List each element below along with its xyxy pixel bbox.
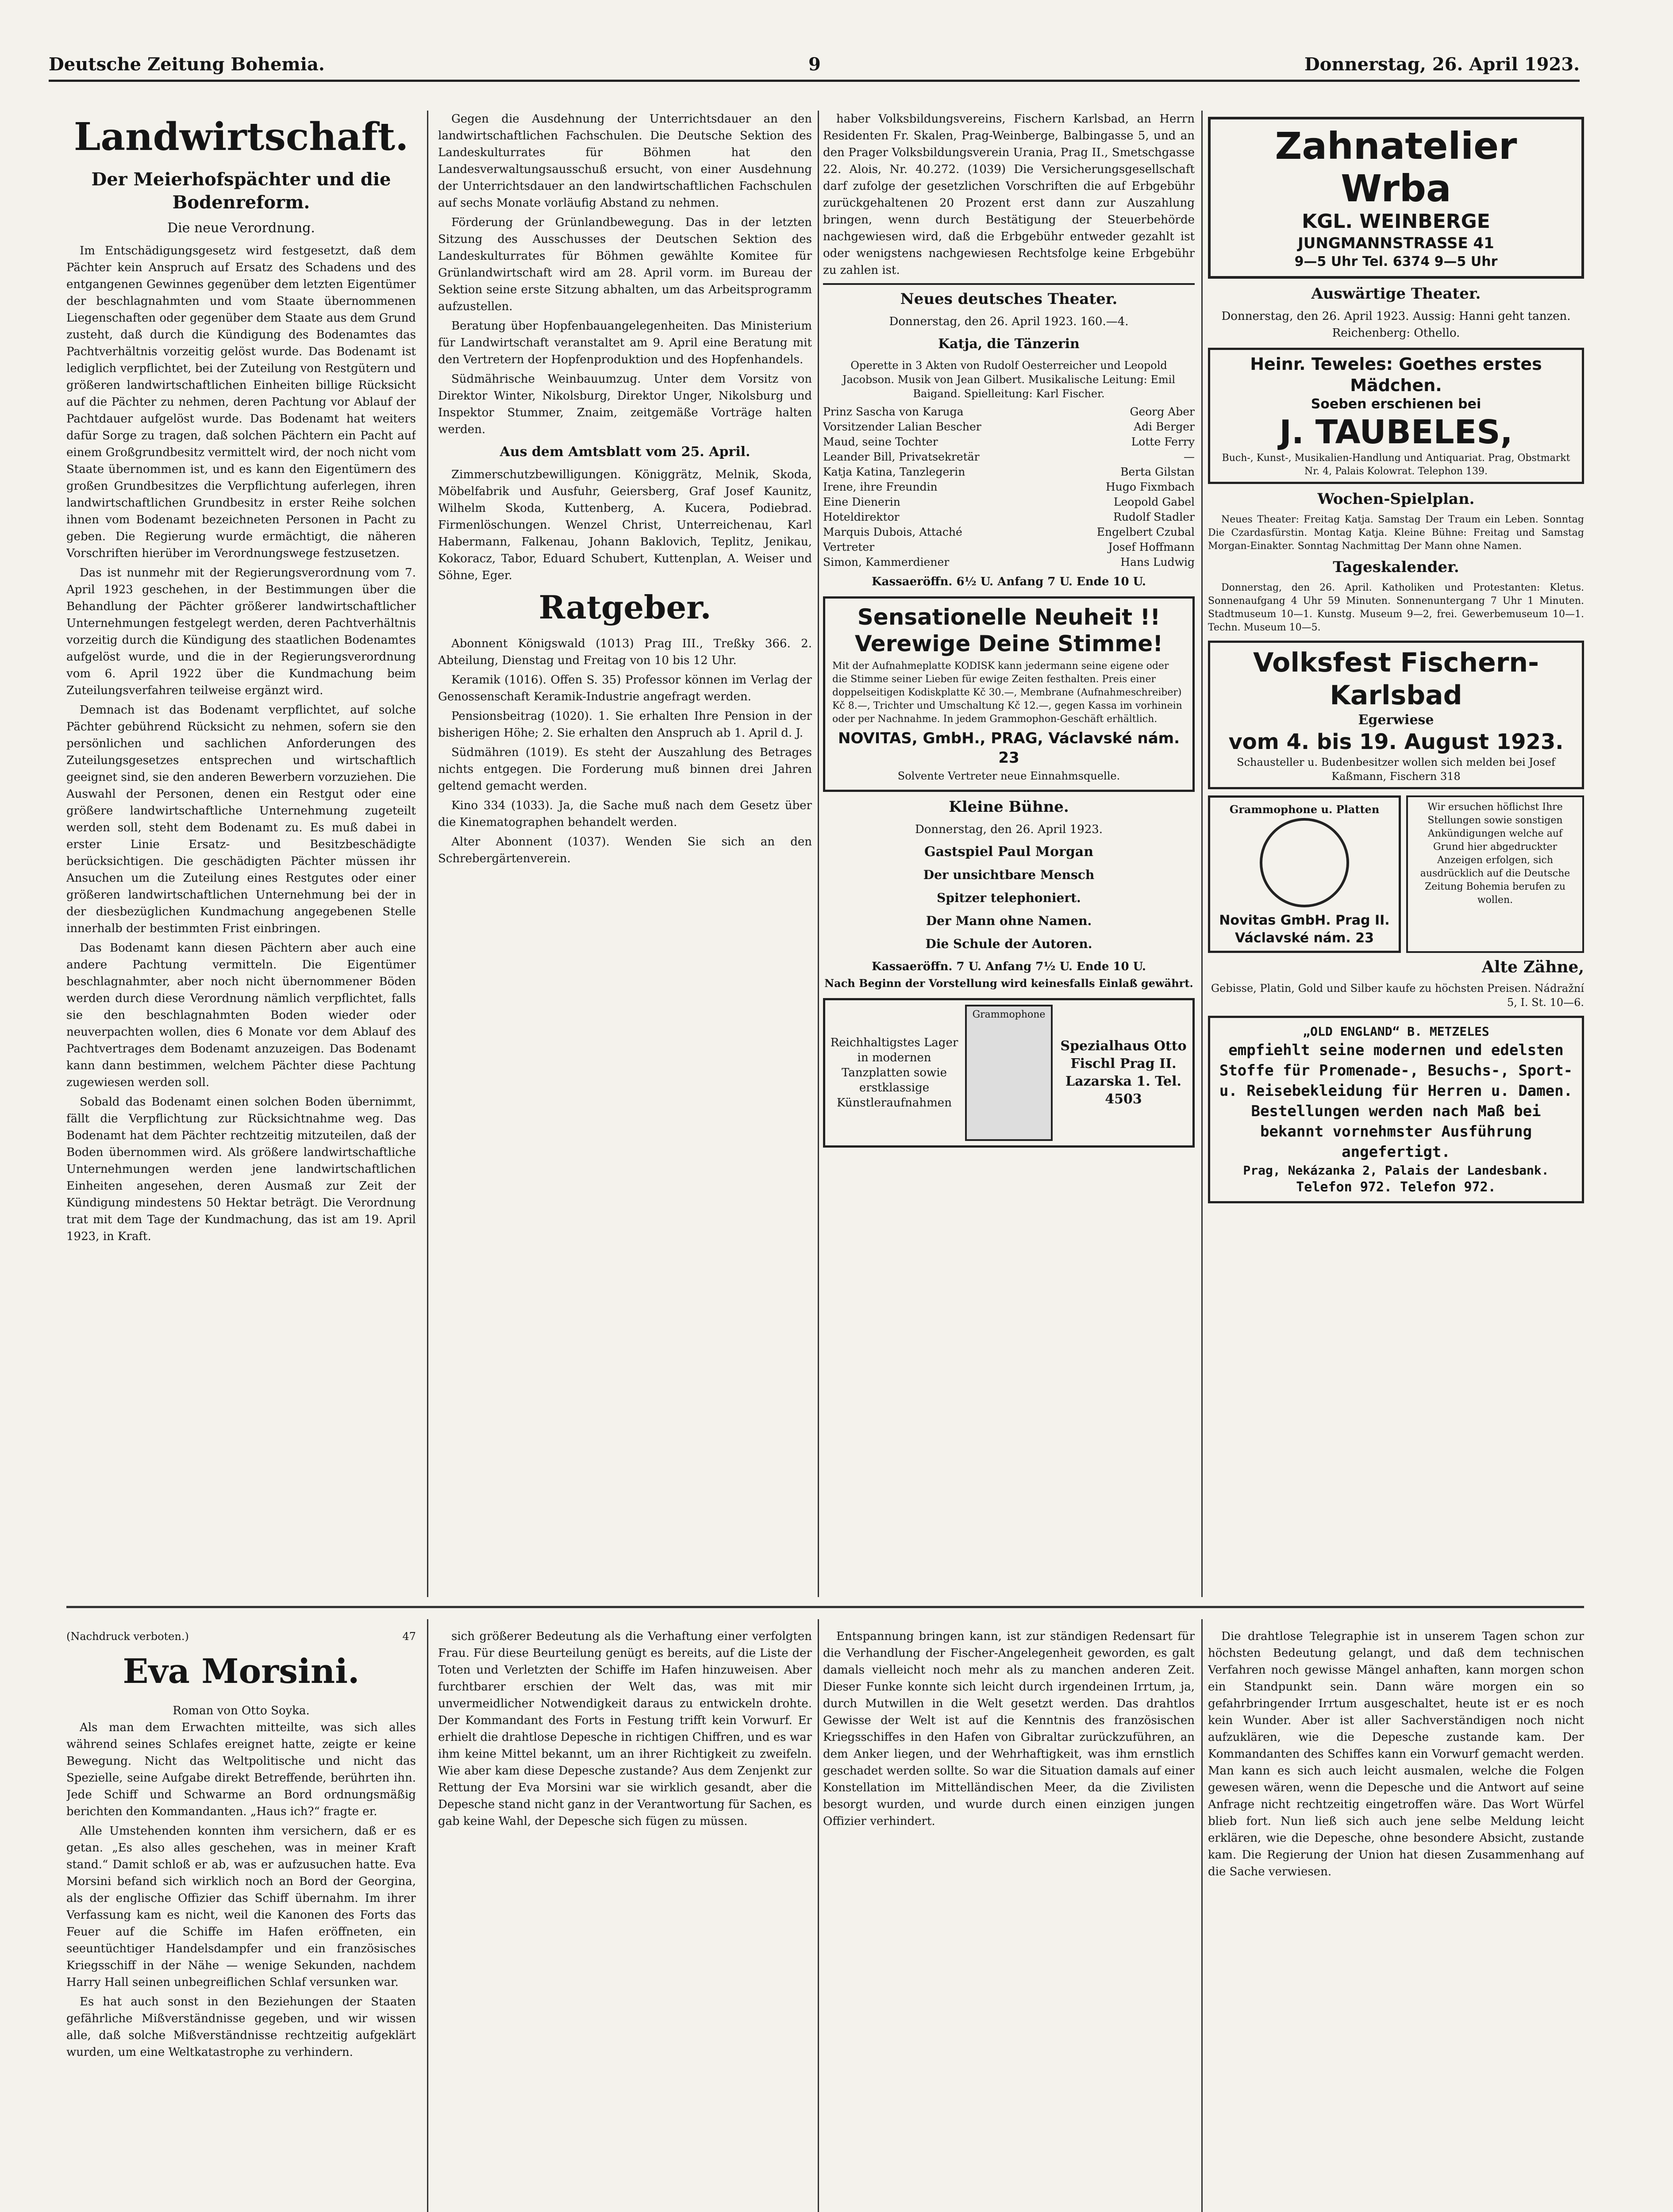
notice-paragraph: Förderung der Grünlandbewegung. Das in der letzten Sitzung des Ausschusses der Deutschen Sektion des Landeskulturrates für Böhmen gewählte Komitee für Grünlandwirtschaft wird am 28. April vorm. im Bureau der Sektion seine erste Sitzung abhalten, um das Arbeitsprogramm aufzustellen. xyxy=(438,216,812,313)
masthead xyxy=(49,49,1580,82)
ad-taubeles xyxy=(1208,348,1584,484)
cast-actor: Hans Ludwig xyxy=(1120,556,1195,568)
gramophone-cabinet-icon xyxy=(965,1005,1053,1141)
insert-note: Wir ersuchen höflichst Ihre Stellungen sowie sonstigen Ankündigungen welche auf Grund hier abgedruckter Anzeigen erfolgen, sich ausdrücklich auf die Deutsche Zeitung Bohemia berufen zu wollen. xyxy=(1406,795,1584,953)
wochen-body: Neues Theater: Freitag Katja. Samstag Der Traum ein Leben. Sonntag Die Czardasfürstin. Montag Katja. Kleine Bühne: Freitag und Samstag Morgan-Einakter. Sonntag Nachmittag Der Mann ohne Namen. xyxy=(1208,514,1584,552)
column-rule xyxy=(1201,1619,1203,2212)
section-rule xyxy=(66,1606,1584,1608)
notice-paragraph: Beratung über Hopfenbauangelegenheiten. Das Ministerium für Landwirtschaft veranstaltet am 9. April eine Beratung mit den Vertretern der Hopfenproduktion und des Hopfenhandels. xyxy=(438,319,812,366)
ad-grammophone-right: Spezialhaus Otto Fischl Prag II. Lazarska 1. Tel. 4503 xyxy=(1060,1038,1187,1107)
kleine-play: Der Mann ohne Namen. xyxy=(926,914,1092,928)
kleine-play: Die Schule der Autoren. xyxy=(925,937,1092,951)
ad-zahn-line3: 9—5 Uhr Tel. 6374 9—5 Uhr xyxy=(1294,254,1498,269)
feuilleton-col4 xyxy=(1208,1628,1584,2212)
article-paragraph: Im Entschädigungsgesetz wird festgesetzt, daß dem Pächter kein Anspruch auf Ersatz des Schadens und des entgangenen Gewinnes gegenüber dem letzten Eigentümer der beschlagnahmten und vom Staate übernommenen Liegenschaften oder gegenüber dem Staate aus dem Grund zusteht, daß durch die Kündigung des Bodenamtes das Pachtverhältnis vorzeitig gelöst wurde. Das Bodenamt ist lediglich verpflichtet, bei der Zuteilung von Restgütern und größeren landwirtschaftlichen Einheiten billige Rücksicht auf die Pächter zu nehmen, deren Pachtung vor Ablauf der Pachtdauer aufgelöst wurde. Das Bodenamt hat weiters dafür Sorge zu tragen, daß solchen Pächtern ein Pacht auf einem Großgrundbesitz vermittelt wird, der noch nicht vom Staate übernommen ist, und es kann den Eigentümern des großen Grundbesitzes die Verpflichtung auferlegen, ihren landwirtschaftlichen Grundbesitz in erster Reihe solchen ihnen vom Bodenamt bezeichneten Personen in Pacht zu geben. Die Regierung wurde ermächtigt, die näheren Vorschriften hierüber im Verordnungswege festzusetzen. xyxy=(66,244,416,560)
ad-zahn-line2: JUNGMANNSTRASSE 41 xyxy=(1298,234,1494,252)
feuilleton-paragraph: Entspannung bringen kann, ist zur ständigen Redensart für die Verhandlung der Fischer-Angelegenheit geworden, es galt damals vielleicht noch mehr als zu manchen anderen Zeit. Dieser Funke konnte sich leicht durch irgendeinen Irrtum, ja, durch Mutwillen in die Welt gesetzt werden. Das drahtlos Gewisse der Welt ist auf die Kenntnis des französischen Kriegsschiffes in den Hafen von Gibraltar zurückzuführen, an dem Anker liegen, und der Wehrhaftigkeit, was ihm ernstlich geschadet werden sollte. So war die Situation damals auf einer Konstellation im Mittelländischen Meer, da die Zivilisten besorgt wurden, und wurde durch einen einzigen jungen Offizier verhindert. xyxy=(823,1630,1195,1828)
alte-body: Gebisse, Platin, Gold und Silber kaufe zu höchsten Preisen. Nádražní 5, I. St. 10—6. xyxy=(1211,982,1584,1009)
article-paragraph: Sobald das Bodenamt einen solchen Boden übernimmt, fällt die Verpflichtung zur Rücksichtnahme weg. Das Bodenamt hat dem Pächter rechtzeitig mitzuteilen, daß der Boden übernommen wird. Als größere landwirtschaftliche Unternehmungen werden jene landwirtschaftlichen Einheiten angesehen, deren Ausmaß zur Zeit der Kündigung mindestens 50 Hektar beträgt. Die Verordnung trat mit dem Tage der Kundmachung, das ist am 19. April 1923, in Kraft. xyxy=(66,1095,416,1243)
article-headline: Der Meierhofspächter und die Bodenreform. xyxy=(91,169,391,213)
auswaertiges-title: Auswärtige Theater. xyxy=(1311,285,1481,303)
cast-row xyxy=(823,449,1195,465)
cast-row xyxy=(823,480,1195,495)
masthead-page-number: 9 xyxy=(808,54,821,75)
cast-list xyxy=(823,404,1195,570)
ad-kodisk-firm: NOVITAS, GmbH., PRAG, Václavské nám. 23 xyxy=(838,730,1180,767)
ad-kodisk-title1: Sensationelle Neuheit !! xyxy=(857,604,1161,630)
ad-old-england xyxy=(1208,1016,1584,1203)
taubeles-body: Buch-, Kunst-, Musikalien-Handlung und Antiquariat. Prag, Obstmarkt Nr. 4, Palais Kolowrat. Telephon 139. xyxy=(1222,453,1570,477)
feuilleton-paragraph: sich größerer Bedeutung als die Verhaftung einer verfolgten Frau. Für diese Beurteilung genügt es bereits, auf die Liste der Toten und Verletzten der Schiffe im Hafen hinzuweisen. Aber furchtbarer erschien der Welt das, was mit mir unvermeidlicher Notwendigkeit daraus zu entwickeln drohte. Der Kommandant des Forts in Festung trifft kein Vorwurf. Er erhielt die drahtlose Depesche in richtigen Chiffren, und es war ihm keine Mittel bekannt, um an ihrer Richtigkeit zu zweifeln. Wie aber kam diese Depesche zustande? Aus dem Zenjenkt zur Rettung der Eva Morsini war sie wirklich gesandt, aber die Depesche stand nicht ganz in der Verantwortung für Sachen, es gab keine Wahl, der Depesche sich fügen zu müssen. xyxy=(438,1630,812,1828)
kleine-play: Der unsichtbare Mensch xyxy=(923,868,1095,882)
feuilleton-title: Eva Morsini. xyxy=(123,1651,360,1691)
article-paragraph: Demnach ist das Bodenamt verpflichtet, auf solche Pächter gebührend Rücksicht zu nehmen, sofern sie den persönlichen und sachlichen Anforderungen des Zuteilungsgesetzes entsprechen und wirtschaftlich geeignet sind, sie den anderen Bewerbern vorzuziehen. Die Auswahl der Personen, denen ein Restgut oder eine größere landwirtschaftliche Unternehmung zugeteilt werden soll, steht dem Bodenamt zu. Es muß dabei in erster Linie Ersatz- und Besitzbeschädigte berücksichtigen. Die geschädigten Pächter müssen ihr Ansuchen um die Zuteilung eines Restgutes oder einer größeren landwirtschaftlichen Unternehmung bei der in der diesbezüglichen Kundmachung angegebenen Stelle innerhalb der bestimmten Frist einbringen. xyxy=(66,703,416,935)
cast-role: Maud, seine Tochter xyxy=(823,435,938,448)
ad-kodisk-body: Mit der Aufnahmeplatte KODISK kann jedermann seine eigene oder die Stimme seiner Lieben für ewige Zeiten festhalten. Preis einer doppelseitigen Kodiskplatte Kč 30.—, Membrane (Aufnahmeschreiber) Kč 8.—, Trichter und Umschaltung Kč 12.—, gegen Kassa im vorhinein oder per Nachnahme. In jedem Grammophon-Geschäft erhältlich. xyxy=(832,661,1182,725)
ratgeber-item: Südmähren (1019). Es steht der Auszahlung des Betrages nichts entgegen. Die Forderung muß binnen drei Jahren geltend gemacht werden. xyxy=(438,746,812,793)
feuilleton-col3 xyxy=(823,1628,1195,2212)
ratgeber-item: Keramik (1016). Offen S. 35) Professor können im Verlag der Genossenschaft Keramik-Industrie angefragt werden. xyxy=(438,673,812,703)
cast-row xyxy=(823,419,1195,434)
auswaertiges-body: Donnerstag, den 26. April 1923. Aussig: Hanni geht tanzen. Reichenberg: Othello. xyxy=(1221,310,1571,340)
kleine-play: Spitzer telephoniert. xyxy=(937,891,1081,905)
oe-phone: Telefon 972. Telefon 972. xyxy=(1296,1179,1496,1195)
taubeles-name: J. TAUBELES, xyxy=(1279,413,1513,451)
ad-kodisk-title2: Verewige Deine Stimme! xyxy=(854,631,1163,657)
masthead-date: Donnerstag, 26. April 1923. xyxy=(1304,54,1580,75)
cast-actor: Rudolf Stadler xyxy=(1113,511,1195,523)
ratgeber-item: Kino 334 (1033). Ja, die Sache muß nach dem Gesetz über die Kinematographen behandelt werden. xyxy=(438,799,812,829)
article-paragraph: Das ist nunmehr mit der Regierungsverordnung vom 7. April 1923 geschehen, in der Bestimmungen über die Behandlung der Pächter größerer landwirtschaftlicher Unternehmungen festgelegt werden, deren Pachtverhältnis vorzeitig durch die Kündigung des staatlichen Bodenamtes aufgelöst wurde, und die in der Regierungsverordnung vom 6. April 1922 über die Kundmachung beim Zuteilungsverfahren teilweise ergänzt wird. xyxy=(66,566,416,697)
notice-paragraph: haber Volksbildungsvereins, Fischern Karlsbad, an Herrn Residenten Fr. Skalen, Prag-Weinberge, Balbingasse 5, und an den Prager Volksbildungsverein Urania, Prag II., Smetschgasse 22. Alois, Nr. 40.272. (1039) Die Versicherungsgesellschaft darf zufolge der gesetzlichen Vorschriften die auf Erbgebühr zurückgehaltenen 20 Prozent erst dann zur Auszahlung bringen, wenn durch Bestätigung der Steuerbehörde nachgewiesen wird, daß die Erbgebühr entweder gezahlt ist oder wenigstens nachgewiesen Rechtsfolge keine Erbgebühr zu zahlen ist. xyxy=(823,112,1195,277)
gramophone-dog-icon xyxy=(1260,818,1349,907)
novitas-logo-top: Grammophone u. Platten xyxy=(1229,803,1380,816)
column-rule xyxy=(427,1619,428,2212)
oe-address: Prag, Nekázanka 2, Palais der Landesbank. xyxy=(1243,1163,1549,1178)
cast-row xyxy=(823,525,1195,540)
cast-row xyxy=(823,465,1195,480)
volksfest-sub: Egerwiese xyxy=(1358,712,1434,728)
cast-role: Irene, ihre Freundin xyxy=(823,480,938,493)
cast-role: Hoteldirektor xyxy=(823,511,900,523)
kleine-times: Kassaeröffn. 7 U. Anfang 7½ U. Ende 10 U. xyxy=(872,960,1146,973)
theater-play: Katja, die Tänzerin xyxy=(938,336,1080,352)
cast-role: Marquis Dubois, Attaché xyxy=(823,526,962,538)
ad-kodisk xyxy=(823,596,1195,792)
amtsblatt-title: Aus dem Amtsblatt vom 25. April. xyxy=(500,444,750,460)
cast-role: Simon, Kammerdiener xyxy=(823,556,950,568)
kleine-title: Kleine Bühne. xyxy=(949,798,1069,816)
cast-actor: — xyxy=(1184,450,1195,463)
cast-actor: Josef Hoffmann xyxy=(1108,541,1195,553)
cast-role: Vorsitzender Lalian Bescher xyxy=(823,420,981,433)
ad-grammophone-left: Reichhaltigstes Lager in modernen Tanzplatten sowie erstklassige Künstleraufnahmen xyxy=(830,1036,958,1110)
cast-actor: Engelbert Czubal xyxy=(1096,526,1195,538)
theater-title: Neues deutsches Theater. xyxy=(900,290,1118,308)
cast-actor: Lotte Ferry xyxy=(1131,435,1195,448)
kleine-note: Nach Beginn der Vorstellung wird keinesfalls Einlaß gewährt. xyxy=(824,977,1193,990)
column-theater xyxy=(823,111,1195,1597)
cast-row xyxy=(823,555,1195,570)
notice-paragraph: Südmährische Weinbauumzug. Unter dem Vorsitz von Direktor Winter, Nikolsburg, Direktor Unger, Nikolsburg und Inspektor Stummer, Znaim, zeitgemäße Vorträge halten werden. xyxy=(438,373,812,436)
column-rule xyxy=(818,111,819,1597)
ad-novitas-logo xyxy=(1208,795,1401,953)
cast-actor: Leopold Gabel xyxy=(1113,495,1195,508)
feuilleton-paragraph: Die drahtlose Telegraphie ist in unserem Tagen schon zur höchsten Bedeutung gelangt, und daß dem technischen Verfahren noch gewisse Mängel anhaften, kann morgen schon ein Standpunkt sein. Dann wäre morgen ein so gefahrbringender Irrtum ausgeschaltet, heute ist er es noch kein Wunder. Aber ist aller Sachverständigen noch nicht aufzuklären, wie die Depesche zustande kam. Der Kommandanten des Schiffes kann ein Vorwurf gemacht werden. Man kann es sich auch leicht ausmalen, welche die Folgen gewesen wären, wenn die Depesche und die Antwort auf seine Anfrage nicht rechtzeitig eingetroffen wäre. Das Wort Würfel blieb fort. Nun ließ sich auch jene selbe Meldung leicht erklären, wie die Depesche, ohne besondere Absicht, zustande kam. Die Regierung der Union hat diesen Zusammenhang auf die Sache verwiesen. xyxy=(1208,1630,1584,1878)
feuilleton-note: (Nachdruck verboten.) xyxy=(66,1630,189,1643)
column-ads xyxy=(1208,111,1584,1597)
section-title: Landwirtschaft. xyxy=(73,115,409,159)
column-landwirtschaft xyxy=(66,111,416,1597)
column-rule xyxy=(1201,111,1203,1597)
ratgeber-item: Abonnent Königswald (1013) Prag III., Treßky 366. 2. Abteilung, Dienstag und Freitag von 10 bis 12 Uhr. xyxy=(438,637,812,667)
column-notices xyxy=(438,111,812,1597)
volksfest-body: Schausteller u. Budenbesitzer wollen sich melden bei Josef Kaßmann, Fischern 318 xyxy=(1237,756,1555,783)
cast-actor: Georg Aber xyxy=(1130,405,1195,418)
column-rule xyxy=(818,1619,819,2212)
ad-kodisk-foot: Solvente Vertreter neue Einnahmsquelle. xyxy=(897,770,1120,782)
tages-body: Donnerstag, den 26. April. Katholiken und Protestanten: Kletus. Sonnenaufgang 4 Uhr 59 Minuten. Sonnenuntergang 7 Uhr 1 Minuten. Stadtmuseum 10—1. Kunstg. Museum 9—2, frei. Gewerbemuseum 10—1. Techn. Museum 10—5. xyxy=(1208,582,1584,633)
tages-title: Tageskalender. xyxy=(1333,558,1459,576)
theater-times: Kassaeröffn. 6½ U. Anfang 7 U. Ende 10 U. xyxy=(872,575,1146,588)
cast-row xyxy=(823,434,1195,449)
cast-actor: Berta Gilstan xyxy=(1120,465,1195,478)
ratgeber-item: Alter Abonnent (1037). Wenden Sie sich an den Schrebergärtenverein. xyxy=(438,835,812,865)
cast-row xyxy=(823,495,1195,510)
ratgeber-title: Ratgeber. xyxy=(538,588,712,626)
ad-zahnatelier xyxy=(1208,117,1584,279)
kleine-gast: Gastspiel Paul Morgan xyxy=(924,844,1094,860)
feuilleton-paragraph: Alle Umstehenden konnten ihm versichern, daß er es getan. „Es also alles geschehen, was in meiner Kraft stand.“ Damit schloß er ab, was er aufzusuchen hatte. Eva Morsini befand sich wirklich noch an Bord der Georgina, als der englische Offizier das Schiff übernahm. Im ihrer Verfassung kam es nicht, weil die Kanonen des Forts das Feuer auf die Schiffe im Hafen eröffneten, ein seeuntüchtiger Handelsdampfer und ein französisches Kriegsschiff in der Nähe — wenige Sekunden, nachdem Harry Hall seinen unbegreiflichen Schlaf versunken war. xyxy=(66,1824,416,1989)
cast-role: Prinz Sascha von Karuga xyxy=(823,405,964,418)
feuilleton-number: 47 xyxy=(402,1630,416,1643)
theater-date: Donnerstag, den 26. April 1923. 160.—4. xyxy=(889,315,1129,328)
volksfest-date: vom 4. bis 19. August 1923. xyxy=(1228,730,1564,754)
amtsblatt-body: Zimmerschutzbewilligungen. Königgrätz, Melnik, Skoda, Möbelfabrik und Ausfuhr, Geiersberg, Graf Josef Kaunitz, Wilhelm Skoda, Kuttenberg, A. Kucera, Podiebrad. Firmenlöschungen. Wenzel Christ, Unterreichenau, Karl Habermann, Falkenau, Johann Baklovich, Teplitz, Jenikau, Kokoracz, Tabor, Eduard Schubert, Kuttenplan, A. Weiser und Söhne, Eger. xyxy=(438,468,812,582)
alte-title: Alte Zähne, xyxy=(1481,958,1584,976)
cast-role: Vertreter xyxy=(823,541,875,553)
cast-row xyxy=(823,404,1195,419)
oe-title: „OLD ENGLAND“ B. METZELES xyxy=(1303,1024,1489,1039)
cast-role: Leander Bill, Privatsekretär xyxy=(823,450,980,463)
ad-grammophone-brand: Grammophone xyxy=(972,1009,1046,1020)
feuilleton-subtitle: Roman von Otto Soyka. xyxy=(173,1704,310,1717)
teweles-title: Heinr. Teweles: Goethes erstes Mädchen. xyxy=(1250,354,1542,395)
column-rule xyxy=(427,111,428,1597)
cast-row xyxy=(823,540,1195,555)
feuilleton-paragraph: Als man dem Erwachten mitteilte, was sich alles während seines Schlafes ereignet hatte, zeigte er keine Bewegung. Nicht das Weltpolitische und nicht das Spezielle, seine Aufgabe direkt Betreffende, berührten ihn. Jede Schiff und Schwarme an Bord ordnungsmäßig berichten den Kommandanten. „Haus ich?“ fragte er. xyxy=(66,1721,416,1818)
ad-grammophone xyxy=(823,998,1195,1148)
teweles-sub: Soeben erschienen bei xyxy=(1311,396,1481,412)
oe-body: empfiehlt seine modernen und edelsten Stoffe für Promenade-, Besuchs-, Sport- u. Reisebekleidung für Herren u. Damen. Bestellungen werden nach Maß bei bekannt vornehmster Ausführung angefertigt. xyxy=(1219,1041,1573,1161)
article-paragraph: Das Bodenamt kann diesen Pächtern aber auch eine andere Pachtung vermitteln. Die Eigentümer beschlagnahmter, aber noch nicht übernommener Böden werden durch diese Verordnung nämlich verpflichtet, falls sie den beschlagnahmten Boden wieder oder neuverpachten wollen, dies 6 Monate vor dem Ablauf des Pachtvertrages dem Bodenamt anzuzeigen. Das Bodenamt kann dann bestimmen, welchem Pächter diese Pachtung zugewiesen werden soll. xyxy=(66,941,416,1089)
feuilleton-paragraph: Es hat auch sonst in den Beziehungen der Staaten gefährliche Mißverständnisse gegeben, und wir wissen alle, daß solche Mißverständnisse rechtzeitig aufgeklärt wurden, um eine Weltkatastrophe zu verhindern. xyxy=(66,1995,416,2059)
novitas-logo-name: Novitas GmbH. Prag II. Václavské nám. 23 xyxy=(1219,913,1390,946)
ad-zahn-title: Zahnatelier Wrba xyxy=(1275,124,1517,210)
cast-role: Katja Katina, Tanzlegerin xyxy=(823,465,965,478)
cast-actor: Adi Berger xyxy=(1134,420,1195,433)
cast-row xyxy=(823,510,1195,525)
ratgeber-item: Pensionsbeitrag (1020). 1. Sie erhalten Ihre Pension in der bisherigen Höhe; 2. Sie erhalten den Anspruch ab 1. April d. J. xyxy=(438,710,812,740)
wochen-title: Wochen-Spielplan. xyxy=(1317,490,1475,508)
kleine-date: Donnerstag, den 26. April 1923. xyxy=(915,823,1103,836)
masthead-paper-name: Deutsche Zeitung Bohemia. xyxy=(49,54,325,75)
ad-volksfest xyxy=(1208,641,1584,789)
article-subhead: Die neue Verordnung. xyxy=(167,220,315,236)
theater-credits: Operette in 3 Akten von Rudolf Oesterreicher und Leopold Jacobson. Musik von Jean Gilbert. Musikalische Leitung: Emil Baigand. Spielleitung: Karl Fischer. xyxy=(842,359,1175,400)
notice-paragraph: Gegen die Ausdehnung der Unterrichtsdauer an den landwirtschaftlichen Fachschulen. Die Deutsche Sektion des Landeskulturrates für Böhmen hat den Landesverwaltungsausschuß ersucht, von einer Ausdehnung der Unterrichtsdauer an den landwirtschaftlichen Fachschulen auf sechs Monate vorläufig Abstand zu nehmen. xyxy=(438,112,812,210)
ad-zahn-line1: KGL. WEINBERGE xyxy=(1302,210,1490,233)
volksfest-title: Volksfest Fischern-Karlsbad xyxy=(1253,647,1539,711)
feuilleton-col1 xyxy=(66,1628,416,2212)
cast-role: Eine Dienerin xyxy=(823,495,900,508)
cast-actor: Hugo Fixmbach xyxy=(1105,480,1195,493)
feuilleton-col2 xyxy=(438,1628,812,2212)
